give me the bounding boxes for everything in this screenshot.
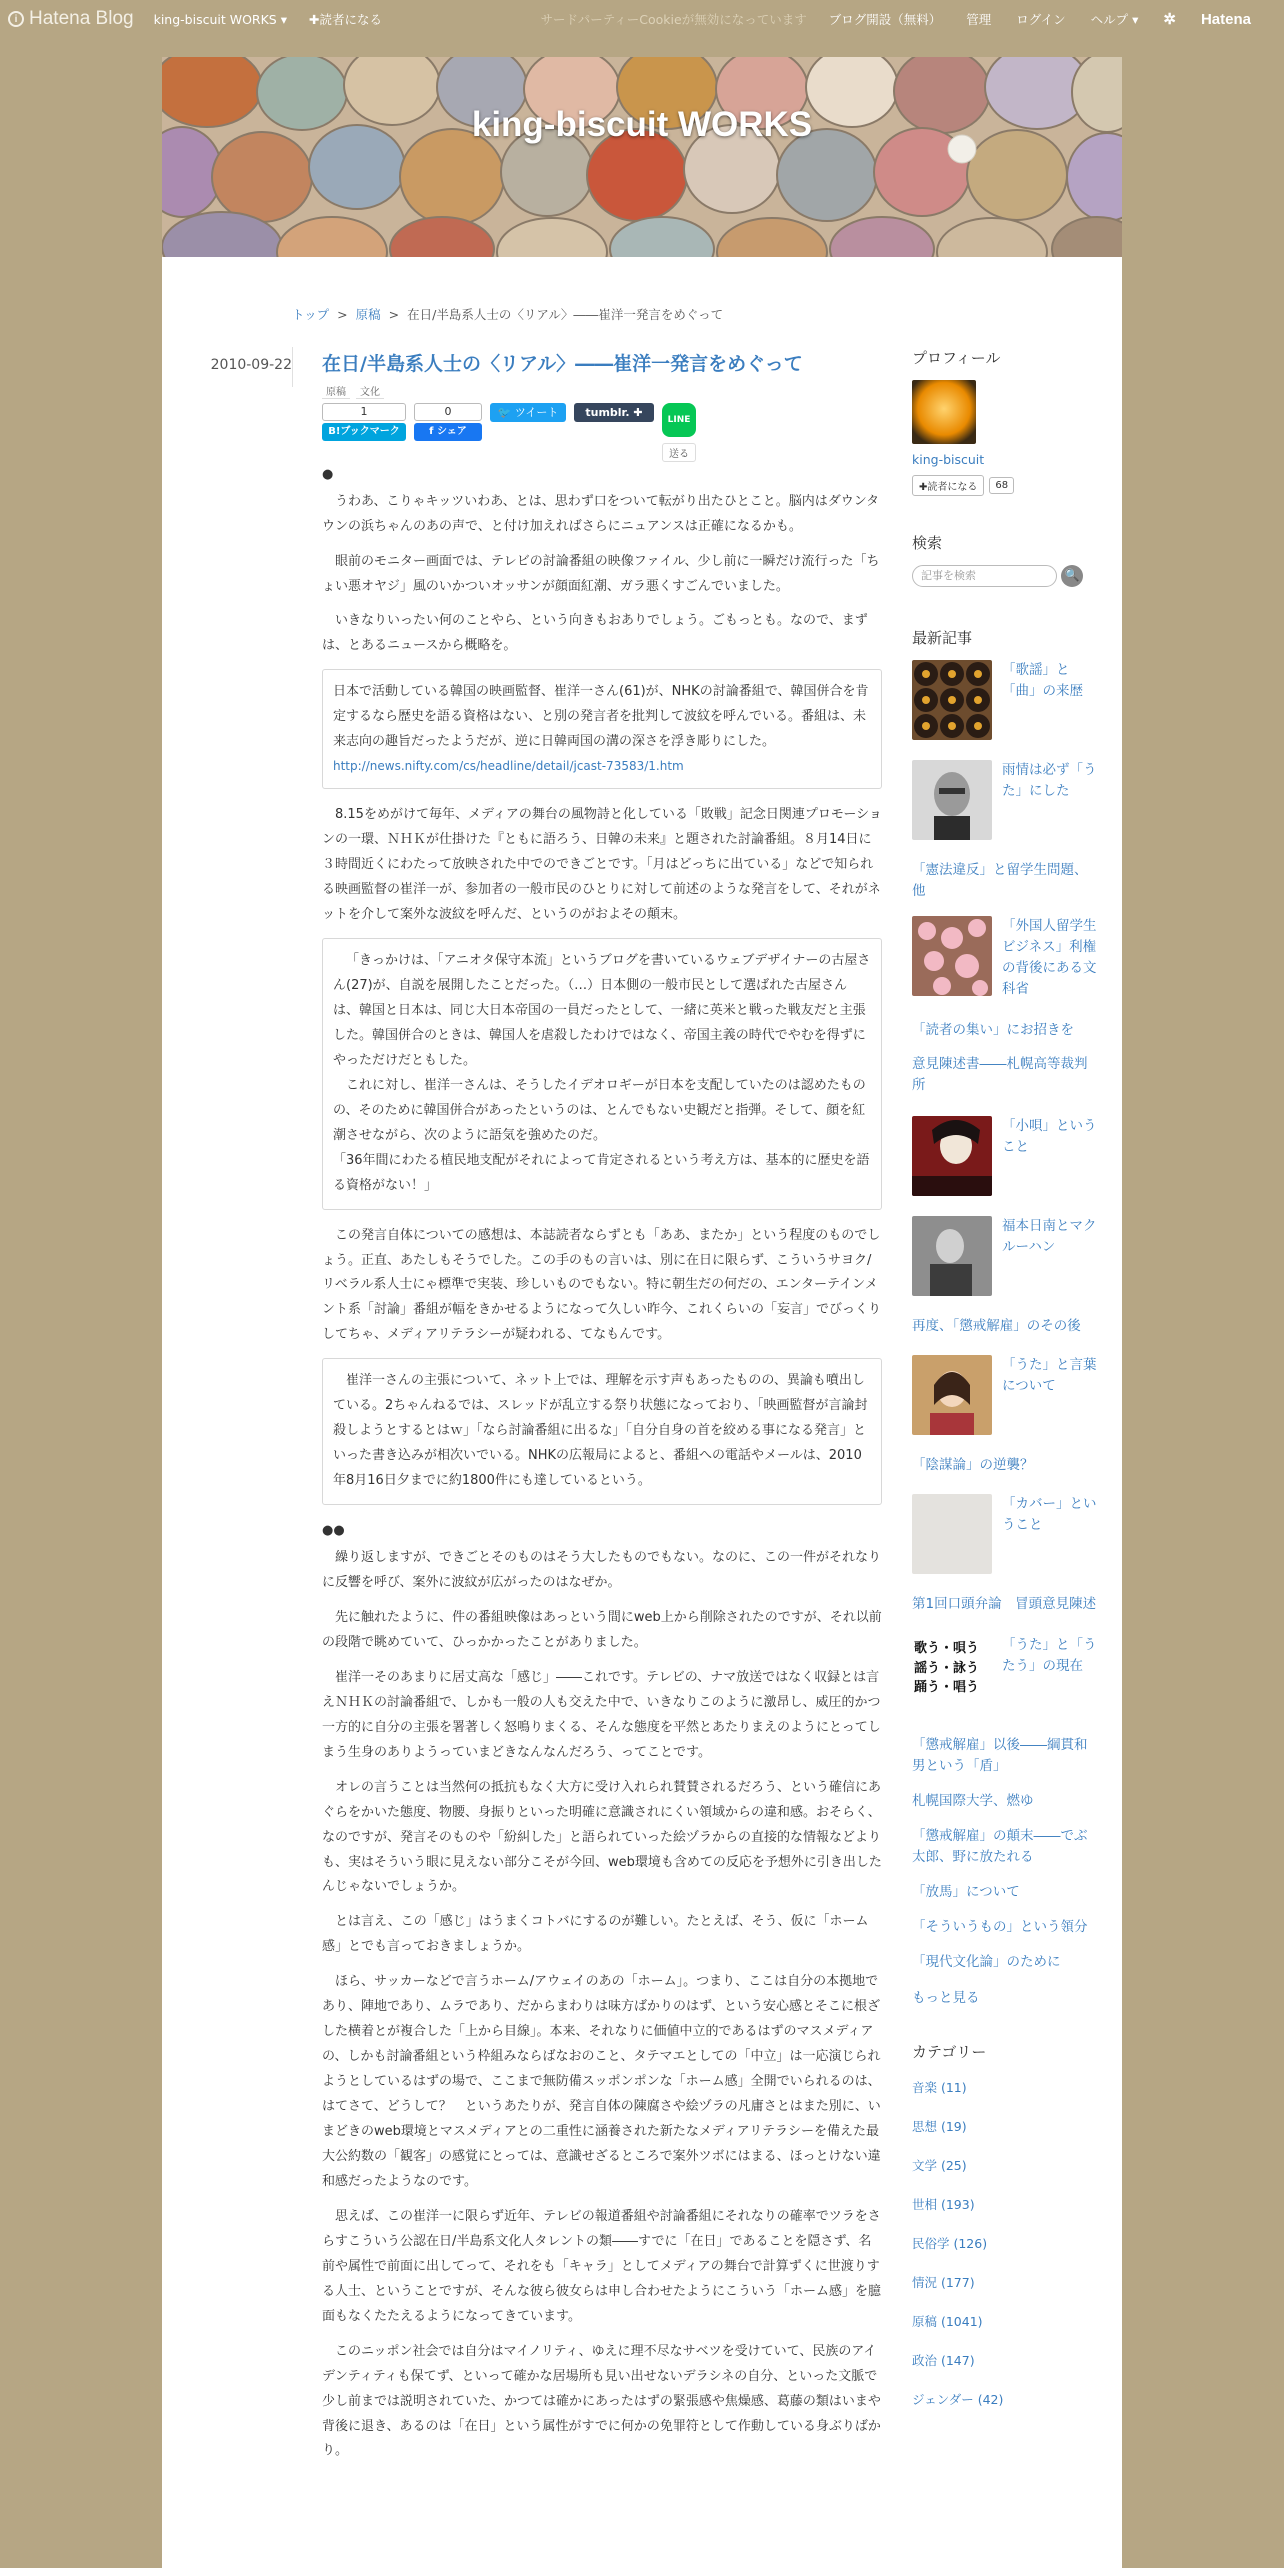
- follower-count[interactable]: 68: [989, 477, 1014, 494]
- recent-entry[interactable]: [912, 1494, 1097, 1574]
- search-form: [912, 565, 1097, 587]
- recent-entry-title[interactable]: 札幌国際大学、燃ゆ: [912, 1792, 1034, 1809]
- line-icon[interactable]: LINE: [662, 403, 696, 437]
- entry-date[interactable]: 2010-09-22: [210, 357, 292, 373]
- subscribe-button[interactable]: ✚読者になる: [308, 12, 382, 27]
- entry-thumbnail-geisha: [912, 1116, 992, 1196]
- content-container: [162, 257, 1122, 2568]
- cookie-notice[interactable]: サードパーティーCookieが無効になっています: [540, 12, 807, 27]
- facebook-share-button[interactable]: f シェア: [414, 423, 482, 441]
- category-item[interactable]: 思想 (19): [912, 2119, 967, 2135]
- recent-entry[interactable]: [912, 1216, 1097, 1296]
- entry-thumbnail-woman: [912, 1355, 992, 1435]
- recent-entry-title[interactable]: 「懲戒解雇」以後――綱貫和男という「盾」: [912, 1737, 1088, 1774]
- section-mark: ●: [322, 466, 334, 482]
- quote-text: これに対し、崔洋一さんは、そうしたイデオロギーが日本を支配していたのは認めたものの、そのために韓国併合があったというのは、とんでもない史観だと指弾。そして、顔を紅潮させながら、次のように語気を強めたのだ。: [333, 1077, 866, 1143]
- more-entries-link[interactable]: もっと見る: [912, 1990, 980, 2007]
- recent-entry-title[interactable]: 「歌謡」と「曲」の来歴: [1002, 662, 1083, 699]
- entry-thumbnail-records: [912, 660, 992, 740]
- recent-entry[interactable]: [912, 916, 1097, 1000]
- recent-entry-title[interactable]: 「懲戒解雇」の顛末――でぶ太郎、野に放たれる: [912, 1827, 1088, 1865]
- search-icon[interactable]: 🔍: [1061, 565, 1083, 587]
- recent-entry-title[interactable]: 「陰謀論」の逆襲？: [912, 1457, 1034, 1474]
- recent-entry-title[interactable]: 再度、「懲戒解雇」のその後: [912, 1318, 1081, 1335]
- recent-entry-title[interactable]: 福本日南とマクルーハン: [1002, 1218, 1097, 1256]
- search-heading: 検索: [912, 534, 943, 552]
- paragraph: 崔洋一そのあまりに居丈高な「感じ」――これです。テレビの、ナマ放送ではなく収録とは言えＮＨＫの討論番組で、しかも一般の人も交えた中で、いきなりこのように激昂し、威圧的かつ一方的に自分の主張を署著しく怒鳴りまくる、そんな態度を平然とあたりまえのようにとってしまう生身のありようっていまどきなんなんだろう、ってことです。: [322, 1669, 881, 1760]
- paragraph: 思えば、この崔洋一に限らず近年、テレビの報道番組や討論番組にそれなりの確率でツラをさらすこういう公認在日/半島系文化人タレントの類――すでに「在日」であることを隠さず、名前や属性で前面に出してって、それをも「キャラ」としてメディアの舞台で計算ずくに世渡りする人士、ということですが、そんな彼ら彼女らは申し合わせたようにこういう「ホーム感」を臆面もなくたたえるようになってきています。: [322, 2208, 882, 2324]
- recent-entry[interactable]: [912, 1355, 1097, 1435]
- blockquote: [322, 938, 882, 1210]
- paragraph: うわあ、こりゃキッツいわあ、とは、思わず口をついて転がり出たひとこと。脳内はダウンタウンの浜ちゃんのあの声で、と付け加えればさらにニュアンスは正確になるかも。: [322, 493, 880, 534]
- recent-entry-title[interactable]: 「現代文化論」のために: [912, 1953, 1061, 1970]
- breadcrumb-separator: >: [337, 307, 348, 322]
- follow-button[interactable]: ✚読者になる: [912, 475, 984, 496]
- help-menu[interactable]: ヘルプ ▾: [1090, 12, 1139, 27]
- category-item[interactable]: 原稿 (1041): [912, 2314, 983, 2330]
- hatena-bookmark-widget: [322, 403, 406, 441]
- entry-thumbnail-blank: [912, 1494, 992, 1574]
- recent-heading: 最新記事: [912, 629, 973, 647]
- category-item[interactable]: 政治 (147): [912, 2353, 975, 2369]
- recent-entry-title[interactable]: 第1回口頭弁論 冒頭意見陳述: [912, 1596, 1097, 1613]
- quote-source-link[interactable]: http://news.nifty.com/cs/headline/detail/jcast-73583/1.htm: [333, 759, 684, 774]
- line-share-widget: [662, 403, 696, 462]
- breadcrumb-top[interactable]: トップ: [292, 307, 330, 322]
- quote-text: 「きっかけは、「アニオタ保守本流」というブログを書いているウェブデザイナーの古屋さん(27)が、自説を展開したことだった。（…）日本側の一般市民として選ばれた古屋さんは、韓国と日本は、同じ大日本帝国の一員だったとして、一緒に英米と戦った戦友だと主張した。韓国併合のときは、韓国人を虐殺したわけではなく、帝国主義の時代でやむを得ずにやっただけだともした。: [333, 953, 871, 1068]
- blog-header: [162, 57, 1122, 257]
- hatena-blog-logo[interactable]: i Hatena Blog: [8, 8, 134, 30]
- paragraph: オレの言うことは当然何の抵抗もなく大方に受け入れられ賛賛されるだろう、という確信にあぐらをかいた態度、物腰、身振りといった明確に意識されにくい領域からの違和感。おそらく、なのですが、発言そのものや「紛糾した」と語られていった絵ヅラからの直接的な情報などよりも、実はそういう眼に見えない部分こそが今回、web環境も含めての反応を予想外に引き出したんじゃないでしょうか。: [322, 1779, 882, 1895]
- breadcrumb-category[interactable]: 原稿: [355, 307, 381, 322]
- recent-entries-module: [912, 627, 1097, 2006]
- hatena-bookmark-button[interactable]: B!ブックマーク: [322, 423, 406, 441]
- category-item[interactable]: 世相 (193): [912, 2197, 975, 2213]
- facebook-share-widget: [414, 403, 482, 441]
- date-divider: [292, 347, 293, 387]
- avatar[interactable]: [912, 380, 976, 444]
- profile-name[interactable]: king-biscuit: [912, 452, 985, 467]
- login-link[interactable]: ログイン: [1016, 12, 1066, 27]
- entry-body: [322, 463, 882, 2465]
- entry-title[interactable]: 在日/半島系人士の〈リアル〉――崔洋一発言をめぐって: [322, 353, 803, 375]
- breadcrumb: [292, 305, 723, 323]
- hatena-brand-link[interactable]: ✲ Hatena: [1163, 11, 1251, 28]
- entry-thumbnail-text: 歌う・唄う 謡う・詠う 踊う・唱う: [912, 1635, 992, 1715]
- entry-article: [322, 352, 882, 2474]
- profile-heading: プロフィール: [912, 349, 1001, 367]
- hatena-bookmark-count[interactable]: 1: [322, 403, 406, 421]
- recent-entry-title[interactable]: 雨情は必ず「うた」にした: [1002, 762, 1097, 799]
- entry-category[interactable]: 原稿: [322, 383, 350, 399]
- stone-wall-header-image: [162, 57, 1122, 257]
- manage-link[interactable]: 管理: [966, 12, 992, 27]
- quote-text: 日本で活動している韓国の映画監督、崔洋一さん(61)が、NHKの討論番組で、韓国併合を肯定するなら歴史を語る資格はない、と別の発言者を批判して波紋を呼んでいる。番組は、未来志向の趣旨だったようだが、逆に日韓両国の溝の深さを浮き彫りにした。: [333, 684, 869, 750]
- open-blog-link[interactable]: ブログ開設（無料）: [828, 12, 942, 27]
- global-header: [0, 0, 1284, 38]
- search-input[interactable]: 記事を検索: [912, 565, 1057, 587]
- category-item[interactable]: 情況 (177): [912, 2275, 975, 2291]
- recent-entry-title[interactable]: 「そういうもの」という領分: [912, 1918, 1088, 1935]
- hatena-star-icon: ✲: [1163, 11, 1176, 28]
- entry-thumbnail-portrait: [912, 760, 992, 840]
- breadcrumb-current: 在日/半島系人士の〈リアル〉――崔洋一発言をめぐって: [407, 307, 724, 322]
- category-list: [912, 2078, 1097, 2408]
- category-heading: カテゴリー: [912, 2043, 987, 2062]
- paragraph: ほら、サッカーなどで言うホーム/アウェイのあの「ホーム」。つまり、ここは自分の本拠地であり、陣地であり、ムラであり、だからまわりは味方ばかりのはず、という安心感とそこに根ざした横着とが複合した「上から目線」。本来、それなりに価値中立的であるはずのマスメディアの、しかも討論番組という枠組みならばなおのこと、タテマエとしての「中立」は一応演じられようとしているはずの場で、ここまで無防備スッポンポンな「ホーム感」全開でいられるのは、はてさて、どうして？ というあたりが、発言自体の陳腐さや絵ヅラの凡庸さとはまた別に、いまどきのweb環境とマスメディアとの二重性に涵養された新たなメディアリテラシーを備えた最大公約数の「観客」の感覚にとっては、意識せざるところで案外ツボにはまる、ほっとけない違和感だったようなのです。: [322, 1974, 881, 2189]
- profile-module: [912, 347, 1097, 496]
- breadcrumb-separator: >: [388, 307, 400, 322]
- entry-categories: [322, 383, 882, 399]
- recent-entry-title[interactable]: 「小唄」ということ: [1002, 1118, 1097, 1156]
- recent-entry[interactable]: [912, 660, 1097, 740]
- search-module: [912, 532, 1097, 587]
- blockquote: [322, 669, 882, 789]
- global-header-right: [541, 0, 1284, 38]
- blockquote: [322, 1358, 882, 1505]
- entry-category[interactable]: 文化: [356, 383, 384, 399]
- recent-entry[interactable]: [912, 1116, 1097, 1196]
- social-buttons: [322, 403, 882, 460]
- recent-entry-title[interactable]: 意見陳述書――札幌高等裁判所: [912, 1056, 1088, 1094]
- paragraph: 繰り返しますが、できごとそのものはそう大したものでもない。なのに、この一件がそれなりに反響を呼び、案外に波紋が広がったのはなぜか。: [322, 1550, 882, 1590]
- recent-entry-title[interactable]: 「うた」と言葉について: [1002, 1357, 1097, 1395]
- category-item[interactable]: 文学 (25): [912, 2158, 967, 2174]
- paragraph: 先に触れたように、件の番組映像はあっという間にweb上から削除されたのですが、それ以前の段階で眺めていて、ひっかかったことがありました。: [322, 1609, 882, 1650]
- recent-entry-title[interactable]: 「カバー」ということ: [1002, 1496, 1097, 1534]
- paragraph: いきなりいったい何のことやら、という向きもおありでしょう。ごもっとも。なので、まずは、とあるニュースから概略を。: [322, 613, 868, 654]
- follow-row: [912, 475, 1097, 496]
- recent-entry-title[interactable]: 「放馬」について: [912, 1883, 1020, 1900]
- category-item[interactable]: ジェンダー (42): [912, 2392, 1004, 2408]
- recent-entry-title[interactable]: 「憲法違反」と留学生問題、他: [912, 862, 1088, 899]
- paragraph: 8.15をめがけて毎年、メディアの舞台の風物詩と化している「敗戦」記念日関連プロモーションの一環、ＮＨＫが仕掛けた『ともに語ろう、日韓の未来』と題された討論番組。８月14日に３時間近くにわたって放映された中でのできごとです。「月はどっちに出ている」などで知られる映画監督の崔洋一が、参加者の一般市民のひとりに対して前述のような発言をして、それがネットを介して案外な波紋を呼んだ、というのがおよその顛末。: [322, 807, 882, 923]
- recent-entry[interactable]: [912, 1635, 1097, 1715]
- entry-thumbnail-blossoms: [912, 916, 992, 996]
- paragraph: 眼前のモニター画面では、テレビの討論番組の映像ファイル、少し前に一瞬だけ流行った「ちょい悪オヤジ」風のいかついオッサンが顔面紅潮、ガラ悪くすごんでいました。: [322, 553, 880, 594]
- quote-text: 崔洋一さんの主張について、ネット上では、理解を示す声もあったものの、異論も噴出している。2ちゃんねるでは、スレッドが乱立する祭り状態になっており、「映画監督が言論封殺しようとするとはｗ」「なら討論番組に出るな」「自分自身の首を絞める事になる発言」といった書き込みが相次いでいる。NHKの広報局によると、番組への電話やメールは、2010年8月16日夕までに約1800件にも達しているという。: [333, 1373, 868, 1489]
- facebook-share-count: 0: [414, 403, 482, 421]
- entry-thumbnail-bw-photo: [912, 1216, 992, 1296]
- category-item[interactable]: 民俗学 (126): [912, 2236, 988, 2252]
- recent-entry[interactable]: [912, 760, 1097, 840]
- section-mark: ●●: [322, 1523, 345, 1539]
- paragraph: このニッポン社会では自分はマイノリティ、ゆえに理不尽なサベツを受けていて、民族のアイデンティティも保てず、といって確かな居場所も見い出せないデラシネの自分、といった文脈で少し前までは説明されていた、かつては確かにあったはずの緊張感や焦燥感、葛藤の類はいまや背後に退き、あるのは「在日」という属性がすでに何かの免罪符として作動している身ぶりばかり。: [322, 2343, 881, 2459]
- recent-entry-title[interactable]: 「読者の集い」にお招きを: [912, 1021, 1074, 1038]
- paragraph: とは言え、この「感じ」はうまくコトバにするのが難しい。たとえば、そう、仮に「ホーム感」とでも言っておきましょうか。: [322, 1914, 869, 1955]
- tumblr-button[interactable]: tumblr. ✚: [574, 403, 654, 422]
- line-send-caption[interactable]: 送る: [662, 443, 696, 462]
- tweet-button[interactable]: 🐦 ツイート: [490, 403, 566, 422]
- category-item[interactable]: 音楽 (11): [912, 2080, 967, 2096]
- blog-menu-dropdown[interactable]: king-biscuit WORKS ▾: [153, 11, 287, 27]
- blog-title[interactable]: king-biscuit WORKS: [471, 105, 813, 144]
- hatena-logo-icon: i: [8, 11, 24, 27]
- paragraph: この発言自体についての感想は、本誌読者ならずとも「ああ、またか」という程度のものでしょう。正直、あたしもそうでした。この手のもの言いは、別に在日に限らず、こういうサヨク/リベラル系人士にゃ標準で実装、珍しいものでもない。特に朝生だの何だの、エンターテインメント系「討論」番組が幅をきかせるようになって久しい昨今、これくらいの「妄言」でびっくりしてちゃ、メディアリテラシーが疑われる、てなもんです。: [322, 1227, 882, 1343]
- category-module: [912, 2041, 1097, 2408]
- sidebar: [912, 347, 1097, 2429]
- recent-entry-title[interactable]: 「うた」と「うたう」の現在: [1002, 1637, 1097, 1674]
- quote-text: 「36年間にわたる植民地支配がそれによって肯定されるという考え方は、基本的に歴史を語る資格がない！」: [333, 1152, 870, 1193]
- recent-entry-title[interactable]: 「外国人留学生ビジネス」利権の背後にある文科省: [1002, 917, 1097, 997]
